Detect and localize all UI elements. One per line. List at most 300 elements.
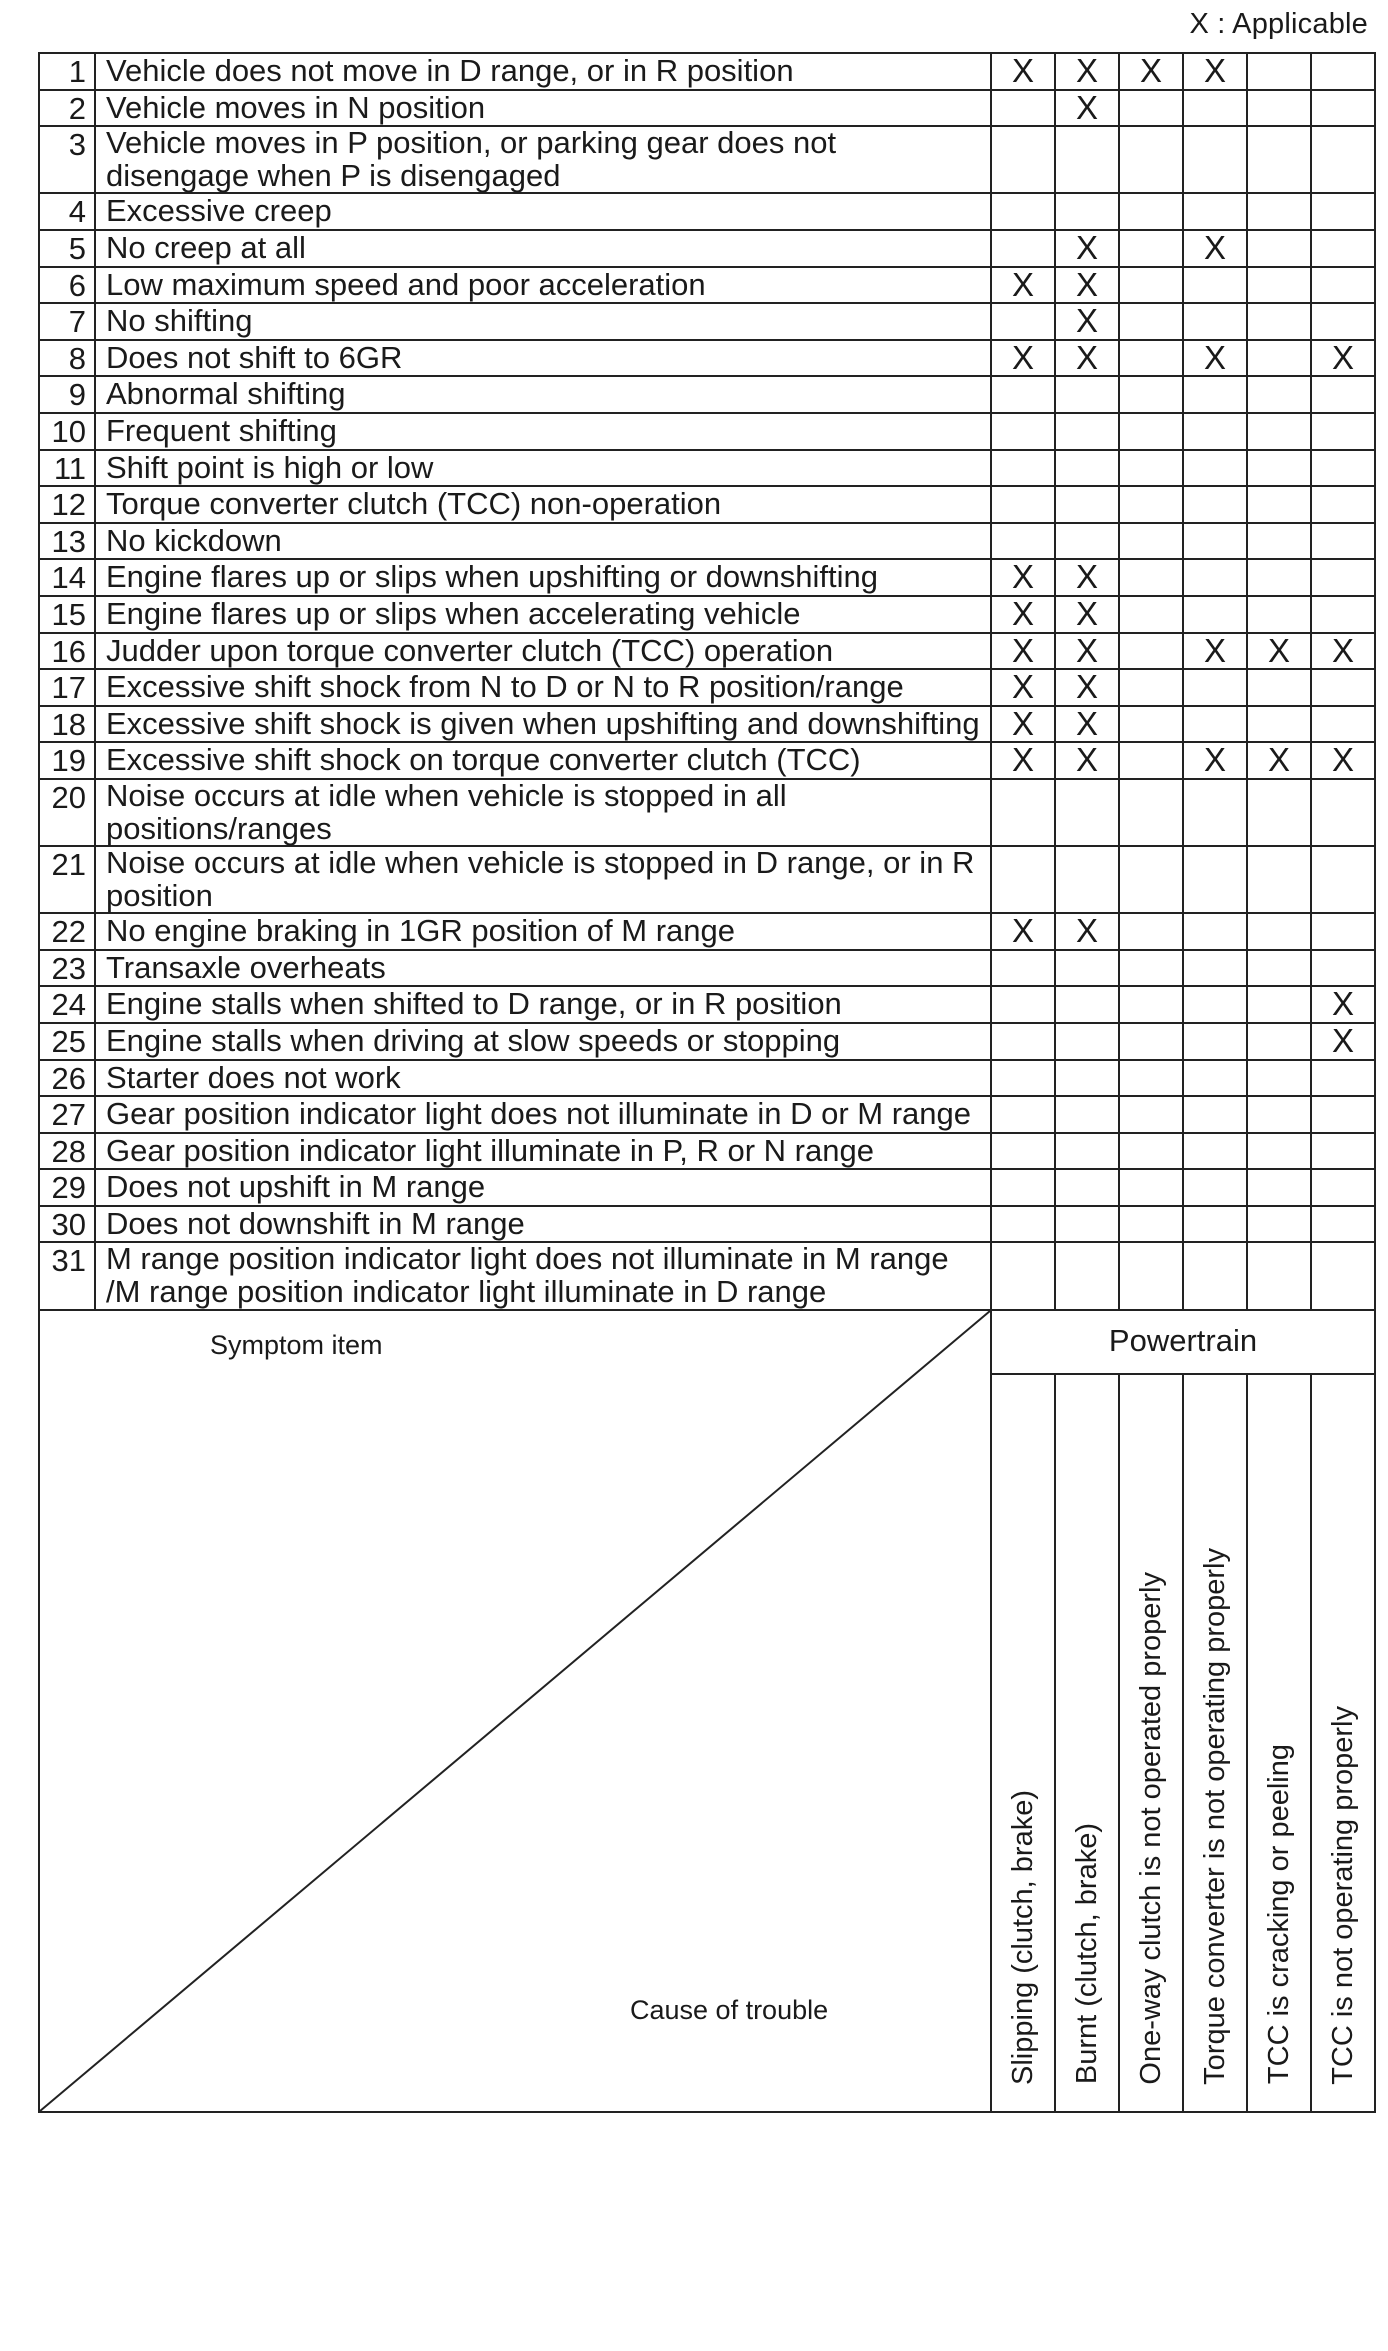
symptom-text: No engine braking in 1GR position of M range — [95, 913, 991, 950]
symptom-row — [39, 303, 1375, 340]
applicable-mark — [1247, 340, 1311, 377]
applicable-mark: X — [1183, 633, 1247, 670]
applicable-mark — [1055, 523, 1119, 560]
row-number: 13 — [39, 523, 95, 560]
row-number: 17 — [39, 669, 95, 706]
symptom-text: No shifting — [95, 303, 991, 340]
symptom-row — [39, 413, 1375, 450]
applicable-mark — [1119, 633, 1183, 670]
cause-column-header — [1119, 1374, 1183, 2112]
symptom-row — [39, 230, 1375, 267]
row-number: 10 — [39, 413, 95, 450]
symptom-text: Excessive shift shock on torque converter clutch (TCC) — [95, 742, 991, 779]
applicable-mark: X — [1311, 742, 1375, 779]
applicable-mark — [1119, 90, 1183, 127]
applicable-mark — [1311, 1096, 1375, 1133]
applicable-mark — [1183, 779, 1247, 846]
applicable-mark — [1055, 1169, 1119, 1206]
row-number: 18 — [39, 706, 95, 743]
applicable-mark — [1311, 779, 1375, 846]
symptom-row — [39, 126, 1375, 193]
applicable-mark — [1311, 126, 1375, 193]
applicable-mark — [1183, 1206, 1247, 1243]
symptom-text: Excessive shift shock is given when upshifting and downshifting — [95, 706, 991, 743]
applicable-mark — [1119, 1096, 1183, 1133]
row-number: 30 — [39, 1206, 95, 1243]
symptom-text: Gear position indicator light illuminate in P, R or N range — [95, 1133, 991, 1170]
applicable-mark — [991, 1060, 1055, 1097]
applicable-mark — [991, 523, 1055, 560]
cause-column-label: TCC is cracking or peeling — [1262, 1744, 1295, 2085]
applicable-mark — [1119, 706, 1183, 743]
applicable-mark — [1311, 1242, 1375, 1309]
applicable-mark — [1055, 950, 1119, 987]
symptom-text: Gear position indicator light does not illuminate in D or M range — [95, 1096, 991, 1133]
symptom-text: Engine flares up or slips when upshifting or downshifting — [95, 559, 991, 596]
symptom-row — [39, 779, 1375, 846]
applicable-mark: X — [1311, 340, 1375, 377]
applicable-mark — [1055, 1023, 1119, 1060]
matrix-body — [39, 53, 1375, 1310]
symptom-row — [39, 193, 1375, 230]
symptom-text: No kickdown — [95, 523, 991, 560]
applicable-mark — [1183, 486, 1247, 523]
diagonal-header-cell — [39, 1310, 991, 2112]
applicable-mark: X — [1055, 633, 1119, 670]
applicable-mark: X — [1055, 669, 1119, 706]
applicable-mark — [1119, 913, 1183, 950]
applicable-mark — [1055, 486, 1119, 523]
matrix-header — [39, 1310, 1375, 2112]
applicable-mark — [1119, 1133, 1183, 1170]
applicable-mark — [1247, 596, 1311, 633]
applicable-mark — [1055, 1060, 1119, 1097]
row-number: 22 — [39, 913, 95, 950]
symptom-text: No creep at all — [95, 230, 991, 267]
applicable-mark: X — [991, 633, 1055, 670]
applicable-mark — [1247, 90, 1311, 127]
symptom-row — [39, 742, 1375, 779]
symptom-text: Frequent shifting — [95, 413, 991, 450]
cause-column-header — [1055, 1374, 1119, 2112]
row-number: 11 — [39, 450, 95, 487]
cause-column-header — [991, 1374, 1055, 2112]
applicable-mark — [1119, 596, 1183, 633]
applicable-mark — [1055, 413, 1119, 450]
applicable-mark — [1311, 267, 1375, 304]
cause-column-header — [1311, 1374, 1375, 2112]
cause-column-header — [1247, 1374, 1311, 2112]
applicable-mark — [1247, 376, 1311, 413]
symptom-text: Does not shift to 6GR — [95, 340, 991, 377]
applicable-mark: X — [1055, 230, 1119, 267]
applicable-mark — [1183, 193, 1247, 230]
symptom-text: Noise occurs at idle when vehicle is stopped in all positions/ranges — [95, 779, 991, 846]
row-number: 26 — [39, 1060, 95, 1097]
applicable-mark — [1311, 669, 1375, 706]
applicable-mark — [991, 779, 1055, 846]
symptom-text: M range position indicator light does not illuminate in M range /M range position indicator light illuminate in D range — [95, 1242, 991, 1309]
row-number: 16 — [39, 633, 95, 670]
applicable-mark: X — [1247, 742, 1311, 779]
symptom-text: Judder upon torque converter clutch (TCC) operation — [95, 633, 991, 670]
symptom-text: Low maximum speed and poor acceleration — [95, 267, 991, 304]
applicable-mark: X — [991, 559, 1055, 596]
applicable-mark — [1055, 126, 1119, 193]
applicable-mark — [1247, 559, 1311, 596]
applicable-mark — [1119, 669, 1183, 706]
symptom-text: Abnormal shifting — [95, 376, 991, 413]
applicable-mark — [1247, 1169, 1311, 1206]
applicable-mark — [1247, 779, 1311, 846]
applicable-mark — [1247, 669, 1311, 706]
applicable-mark — [1183, 303, 1247, 340]
symptom-row — [39, 846, 1375, 913]
applicable-mark — [1247, 230, 1311, 267]
applicable-mark — [991, 230, 1055, 267]
applicable-mark — [1055, 376, 1119, 413]
row-number: 31 — [39, 1242, 95, 1309]
symptom-text: Torque converter clutch (TCC) non-operation — [95, 486, 991, 523]
applicable-mark — [1183, 126, 1247, 193]
row-number: 19 — [39, 742, 95, 779]
applicable-mark — [1119, 230, 1183, 267]
applicable-mark: X — [1055, 559, 1119, 596]
applicable-mark — [991, 1023, 1055, 1060]
row-number: 24 — [39, 986, 95, 1023]
symptom-row — [39, 706, 1375, 743]
symptom-text: Does not downshift in M range — [95, 1206, 991, 1243]
row-number: 27 — [39, 1096, 95, 1133]
symptom-text: Vehicle does not move in D range, or in R position — [95, 53, 991, 90]
symptom-text: Noise occurs at idle when vehicle is stopped in D range, or in R position — [95, 846, 991, 913]
applicable-mark: X — [991, 596, 1055, 633]
applicable-mark: X — [1055, 303, 1119, 340]
symptom-row — [39, 1133, 1375, 1170]
applicable-mark — [1119, 846, 1183, 913]
symptom-text: Vehicle moves in P position, or parking gear does not disengage when P is disengaged — [95, 126, 991, 193]
applicable-mark: X — [1311, 633, 1375, 670]
symptom-item-label: Symptom item — [210, 1329, 383, 1360]
applicable-mark — [1247, 523, 1311, 560]
cause-column-label: Torque converter is not operating properly — [1198, 1547, 1231, 2085]
applicable-mark — [1311, 1206, 1375, 1243]
applicable-mark: X — [1055, 742, 1119, 779]
applicable-mark: X — [991, 53, 1055, 90]
applicable-mark — [1183, 376, 1247, 413]
applicable-mark — [1119, 1206, 1183, 1243]
row-number: 4 — [39, 193, 95, 230]
symptom-row — [39, 986, 1375, 1023]
symptom-row — [39, 90, 1375, 127]
applicable-mark — [1247, 1206, 1311, 1243]
cause-column-label: One-way clutch is not operated properly — [1134, 1571, 1167, 2085]
symptom-row — [39, 340, 1375, 377]
applicable-mark — [1119, 267, 1183, 304]
applicable-mark — [1247, 1133, 1311, 1170]
applicable-mark — [1183, 1096, 1247, 1133]
symptom-row — [39, 53, 1375, 90]
cause-of-trouble-label: Cause of trouble — [630, 1994, 829, 2025]
applicable-mark — [991, 90, 1055, 127]
applicable-mark — [1247, 193, 1311, 230]
applicable-mark — [1055, 450, 1119, 487]
applicable-mark: X — [1183, 53, 1247, 90]
applicable-mark — [991, 1206, 1055, 1243]
applicable-mark — [1183, 913, 1247, 950]
applicable-mark — [991, 1169, 1055, 1206]
symptom-row — [39, 1096, 1375, 1133]
applicable-mark — [1183, 1133, 1247, 1170]
applicable-mark — [991, 1096, 1055, 1133]
troubleshooting-matrix — [38, 52, 1376, 2113]
symptom-row — [39, 1023, 1375, 1060]
applicable-mark: X — [1055, 340, 1119, 377]
symptom-row — [39, 669, 1375, 706]
applicable-mark — [991, 450, 1055, 487]
applicable-mark — [1055, 1133, 1119, 1170]
applicable-mark — [1311, 53, 1375, 90]
symptom-row — [39, 486, 1375, 523]
applicable-mark — [1183, 846, 1247, 913]
applicable-mark — [991, 846, 1055, 913]
symptom-text: Excessive shift shock from N to D or N to R position/range — [95, 669, 991, 706]
cause-column-header — [1183, 1374, 1247, 2112]
applicable-mark — [1247, 950, 1311, 987]
applicable-mark — [1119, 1169, 1183, 1206]
applicable-mark: X — [1055, 596, 1119, 633]
applicable-mark — [1311, 523, 1375, 560]
applicable-mark — [1247, 1242, 1311, 1309]
applicable-mark — [991, 303, 1055, 340]
applicable-mark — [1119, 559, 1183, 596]
diagonal-divider — [40, 1311, 990, 2111]
applicable-mark — [1247, 1060, 1311, 1097]
symptom-row — [39, 950, 1375, 987]
row-number: 20 — [39, 779, 95, 846]
applicable-mark — [1183, 596, 1247, 633]
applicable-mark — [1183, 669, 1247, 706]
applicable-mark — [991, 950, 1055, 987]
applicable-mark — [1183, 706, 1247, 743]
symptom-row — [39, 1242, 1375, 1309]
symptom-text: Does not upshift in M range — [95, 1169, 991, 1206]
applicable-mark — [991, 1133, 1055, 1170]
symptom-row — [39, 267, 1375, 304]
applicable-mark — [991, 1242, 1055, 1309]
header-group-row — [39, 1310, 1375, 1374]
cause-column-label: Slipping (clutch, brake) — [1006, 1789, 1039, 2085]
row-number: 6 — [39, 267, 95, 304]
symptom-row — [39, 523, 1375, 560]
symptom-row — [39, 1060, 1375, 1097]
applicable-mark: X — [1311, 1023, 1375, 1060]
applicable-mark: X — [1055, 90, 1119, 127]
applicable-mark — [1247, 486, 1311, 523]
applicable-mark — [1119, 779, 1183, 846]
symptom-row — [39, 1169, 1375, 1206]
legend-note: X : Applicable — [1189, 8, 1368, 40]
applicable-mark — [1183, 450, 1247, 487]
applicable-mark: X — [1055, 267, 1119, 304]
applicable-mark: X — [1119, 53, 1183, 90]
applicable-mark: X — [991, 742, 1055, 779]
applicable-mark — [991, 986, 1055, 1023]
applicable-mark — [1119, 950, 1183, 987]
applicable-mark — [1247, 986, 1311, 1023]
applicable-mark: X — [1055, 53, 1119, 90]
row-number: 23 — [39, 950, 95, 987]
applicable-mark — [1183, 523, 1247, 560]
symptom-row — [39, 559, 1375, 596]
applicable-mark — [1055, 986, 1119, 1023]
symptom-text: Excessive creep — [95, 193, 991, 230]
applicable-mark — [1311, 846, 1375, 913]
applicable-mark — [1119, 986, 1183, 1023]
applicable-mark — [1311, 596, 1375, 633]
applicable-mark — [1119, 486, 1183, 523]
applicable-mark — [991, 126, 1055, 193]
applicable-mark — [991, 413, 1055, 450]
applicable-mark — [1311, 950, 1375, 987]
applicable-mark — [1055, 193, 1119, 230]
applicable-mark — [1119, 340, 1183, 377]
applicable-mark: X — [1183, 230, 1247, 267]
applicable-mark — [1119, 523, 1183, 560]
applicable-mark — [1247, 1023, 1311, 1060]
applicable-mark — [1183, 950, 1247, 987]
applicable-mark — [1183, 1060, 1247, 1097]
row-number: 12 — [39, 486, 95, 523]
row-number: 15 — [39, 596, 95, 633]
row-number: 28 — [39, 1133, 95, 1170]
row-number: 2 — [39, 90, 95, 127]
applicable-mark — [991, 193, 1055, 230]
applicable-mark — [1183, 1023, 1247, 1060]
applicable-mark — [991, 376, 1055, 413]
applicable-mark — [1119, 1023, 1183, 1060]
applicable-mark — [1119, 1242, 1183, 1309]
symptom-text: Engine flares up or slips when accelerating vehicle — [95, 596, 991, 633]
applicable-mark: X — [1183, 340, 1247, 377]
applicable-mark — [1247, 267, 1311, 304]
row-number: 5 — [39, 230, 95, 267]
applicable-mark — [1183, 267, 1247, 304]
applicable-mark — [1183, 1242, 1247, 1309]
applicable-mark — [1247, 706, 1311, 743]
cause-column-label: TCC is not operating properly — [1326, 1705, 1359, 2085]
applicable-mark: X — [991, 913, 1055, 950]
applicable-mark — [1183, 559, 1247, 596]
applicable-mark — [1311, 193, 1375, 230]
applicable-mark: X — [991, 706, 1055, 743]
applicable-mark: X — [991, 267, 1055, 304]
applicable-mark — [1311, 450, 1375, 487]
row-number: 7 — [39, 303, 95, 340]
row-number: 14 — [39, 559, 95, 596]
symptom-row — [39, 633, 1375, 670]
applicable-mark — [1311, 413, 1375, 450]
applicable-mark — [1247, 126, 1311, 193]
applicable-mark: X — [991, 340, 1055, 377]
row-number: 8 — [39, 340, 95, 377]
row-number: 1 — [39, 53, 95, 90]
applicable-mark — [1119, 1060, 1183, 1097]
applicable-mark — [1119, 303, 1183, 340]
applicable-mark — [1311, 376, 1375, 413]
applicable-mark: X — [1055, 913, 1119, 950]
applicable-mark — [1311, 1169, 1375, 1206]
applicable-mark — [1119, 450, 1183, 487]
applicable-mark — [1311, 913, 1375, 950]
applicable-mark — [1247, 413, 1311, 450]
applicable-mark — [1055, 1096, 1119, 1133]
applicable-mark — [1119, 413, 1183, 450]
applicable-mark — [1311, 559, 1375, 596]
applicable-mark — [1247, 303, 1311, 340]
applicable-mark — [1247, 1096, 1311, 1133]
row-number: 29 — [39, 1169, 95, 1206]
symptom-row — [39, 913, 1375, 950]
applicable-mark: X — [1183, 742, 1247, 779]
applicable-mark — [1311, 486, 1375, 523]
symptom-text: Shift point is high or low — [95, 450, 991, 487]
applicable-mark — [991, 486, 1055, 523]
applicable-mark — [1247, 846, 1311, 913]
applicable-mark — [1183, 90, 1247, 127]
applicable-mark — [1311, 303, 1375, 340]
powertrain-group-header: Powertrain — [991, 1310, 1375, 1374]
symptom-text: Engine stalls when driving at slow speeds or stopping — [95, 1023, 991, 1060]
applicable-mark: X — [1311, 986, 1375, 1023]
symptom-row — [39, 1206, 1375, 1243]
applicable-mark — [1055, 779, 1119, 846]
applicable-mark: X — [991, 669, 1055, 706]
applicable-mark — [1055, 1242, 1119, 1309]
applicable-mark — [1311, 706, 1375, 743]
symptom-row — [39, 376, 1375, 413]
applicable-mark — [1119, 193, 1183, 230]
applicable-mark — [1311, 1133, 1375, 1170]
applicable-mark — [1119, 742, 1183, 779]
row-number: 25 — [39, 1023, 95, 1060]
applicable-mark — [1055, 846, 1119, 913]
applicable-mark — [1119, 376, 1183, 413]
symptom-text: Vehicle moves in N position — [95, 90, 991, 127]
symptom-row — [39, 450, 1375, 487]
applicable-mark — [1183, 1169, 1247, 1206]
applicable-mark — [1311, 90, 1375, 127]
symptom-row — [39, 596, 1375, 633]
applicable-mark — [1311, 230, 1375, 267]
applicable-mark: X — [1247, 633, 1311, 670]
applicable-mark — [1247, 450, 1311, 487]
applicable-mark — [1119, 126, 1183, 193]
cause-column-label: Burnt (clutch, brake) — [1070, 1823, 1103, 2085]
symptom-text: Transaxle overheats — [95, 950, 991, 987]
row-number: 3 — [39, 126, 95, 193]
applicable-mark — [1183, 986, 1247, 1023]
applicable-mark — [1183, 413, 1247, 450]
applicable-mark: X — [1055, 706, 1119, 743]
applicable-mark — [1311, 1060, 1375, 1097]
symptom-text: Engine stalls when shifted to D range, or in R position — [95, 986, 991, 1023]
row-number: 21 — [39, 846, 95, 913]
row-number: 9 — [39, 376, 95, 413]
applicable-mark — [1055, 1206, 1119, 1243]
symptom-text: Starter does not work — [95, 1060, 991, 1097]
applicable-mark — [1247, 53, 1311, 90]
